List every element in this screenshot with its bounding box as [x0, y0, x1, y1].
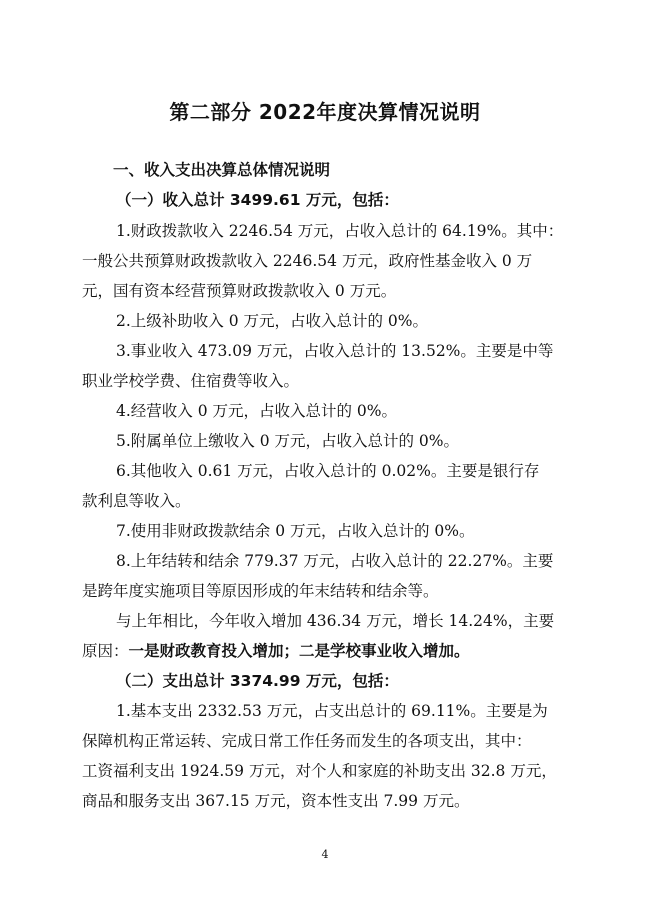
income-heading: （一）收入总计 3499.61 万元，包括：: [116, 191, 399, 209]
income-item4: 4.经营收入 0 万元，占收入总计的 0%。: [116, 402, 398, 420]
compare-reasons: 一是财政教育投入增加；二是学校事业收入增加。: [128, 642, 470, 660]
compare-prefix: 原因：: [82, 642, 129, 660]
income-item1-line3: 元，国有资本经营预算财政拨款收入 0 万元。: [82, 282, 397, 300]
expense-heading: （二）支出总计 3374.99 万元，包括：: [116, 672, 399, 690]
expense-item1-line3: 工资福利支出 1924.59 万元，对个人和家庭的补助支出 32.8 万元，: [82, 762, 557, 780]
income-item8-line1: 8.上年结转和结余 779.37 万元，占收入总计的 22.27%。主要: [116, 552, 554, 570]
income-item6-line2: 款利息等收入。: [82, 492, 191, 510]
expense-item1-line2: 保障机构正常运转、完成日常工作任务而发生的各项支出，其中：: [82, 732, 532, 750]
income-item7: 7.使用非财政拨款结余 0 万元，占收入总计的 0%。: [116, 522, 475, 540]
section-heading: 一、收入支出决算总体情况说明: [113, 161, 331, 179]
expense-item1-line4: 商品和服务支出 367.15 万元，资本性支出 7.99 万元。: [82, 792, 470, 810]
expense-item1-line1: 1.基本支出 2332.53 万元，占支出总计的 69.11%。主要是为: [116, 702, 548, 720]
page-number: 4: [321, 848, 329, 861]
income-item3-line1: 3.事业收入 473.09 万元，占收入总计的 13.52%。主要是中等: [116, 342, 554, 360]
income-item1-line2: 一般公共预算财政拨款收入 2246.54 万元，政府性基金收入 0 万: [82, 252, 533, 270]
income-compare-line1: 与上年相比，今年收入增加 436.34 万元，增长 14.24%，主要: [116, 612, 555, 630]
income-item2: 2.上级补助收入 0 万元，占收入总计的 0%。: [116, 312, 429, 330]
income-item3-line2: 职业学校学费、住宿费等收入。: [82, 372, 300, 390]
income-compare-line2: [82, 641, 582, 661]
income-item8-line2: 是跨年度实施项目等原因形成的年末结转和结余等。: [82, 582, 439, 600]
income-item1-line1: 1.财政拨款收入 2246.54 万元，占收入总计的 64.19%。其中：: [116, 222, 564, 240]
income-item5: 5.附属单位上缴收入 0 万元，占收入总计的 0%。: [116, 432, 460, 450]
page-title: 第二部分 2022年度决算情况说明: [169, 100, 481, 124]
income-item6-line1: 6.其他收入 0.61 万元，占收入总计的 0.02%。主要是银行存: [116, 462, 540, 480]
